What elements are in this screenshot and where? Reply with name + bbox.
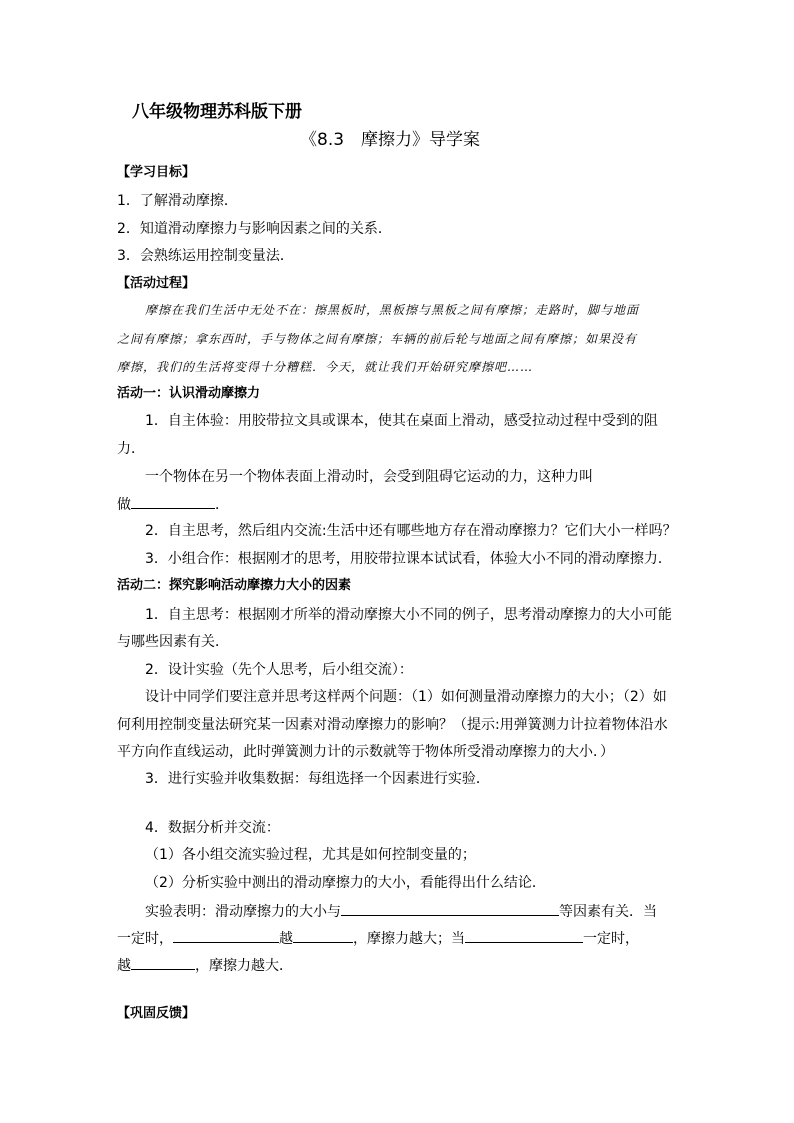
a2-design-line2: 何利用控制变量法研究某一因素对滑动摩擦力的影响？（提示:用弹簧测力计拉着物体沿水 — [117, 717, 668, 733]
book-title: 八年级物理苏科版下册 — [132, 102, 302, 122]
a2-design-line3: 平方向作直线运动，此时弹簧测力计的示数就等于物体所受滑动摩擦力的大小．） — [117, 744, 614, 760]
result-line3 — [117, 955, 293, 976]
result-text-e: ，摩擦力越大；当 — [353, 931, 465, 947]
a2-design-line1: 设计中同学们要注意并思考这样两个问题：（1）如何测量滑动摩擦力的大小；（2）如 — [145, 689, 667, 705]
a2-step1-line1: 1．自主思考：根据刚才所举的滑动摩擦大小不同的例子，思考滑动摩擦力的大小可能 — [145, 607, 672, 623]
lesson-title: 《8.3 摩擦力》导学案 — [300, 130, 481, 150]
result-text-b: 等因素有关．当 — [559, 904, 657, 920]
objective-item-3: 3．会熟练运用控制变量法． — [117, 248, 294, 264]
a2-step1-line2: 与哪些因素有关． — [117, 634, 229, 650]
result-text-g: 越 — [117, 958, 131, 974]
answer-blank-friction-term[interactable] — [131, 494, 215, 509]
intro-line-3: 摩擦，我们的生活将变得十分糟糕．今天，就让我们开始研究摩擦吧…… — [117, 360, 534, 374]
objective-item-2: 2．知道滑动摩擦力与影响因素之间的关系． — [117, 221, 392, 237]
a2-sub1: （1）各小组交流实验过程，尤其是如何控制变量的； — [145, 847, 476, 863]
result-line1 — [145, 901, 657, 922]
a2-step3: 3．进行实验并收集数据：每组选择一个因素进行实验． — [145, 771, 490, 787]
a1-definition-suffix: ． — [215, 497, 229, 513]
result-text-a: 实验表明：滑动摩擦力的大小与 — [145, 904, 341, 920]
a1-definition-line2 — [117, 494, 229, 515]
result-line2 — [117, 928, 639, 949]
intro-line-2: 之间有摩擦；拿东西时，手与物体之间有摩擦；车辆的前后轮与地面之间有摩擦；如果没有 — [117, 332, 638, 346]
a1-definition-line1: 一个物体在另一个物体表面上滑动时，会受到阻碍它运动的力，这种力叫 — [145, 469, 593, 485]
objective-item-1: 1．了解滑动摩擦． — [117, 193, 238, 209]
a2-step4: 4．数据分析并交流： — [145, 820, 280, 836]
feedback-heading: 【巩固反馈】 — [117, 1006, 196, 1021]
answer-blank-varied-1[interactable] — [293, 928, 353, 943]
answer-blank-fixed-1[interactable] — [173, 928, 279, 943]
a1-definition-prefix: 做 — [117, 497, 131, 513]
answer-blank-fixed-2[interactable] — [465, 928, 583, 943]
a2-sub2: （2）分析实验中测出的滑动摩擦力的大小，看能得出什么结论． — [145, 875, 546, 891]
a1-step1-line1: 1．自主体验：用胶带拉文具或课本，使其在桌面上滑动，感受拉动过程中受到的阻 — [145, 413, 658, 429]
answer-blank-factors[interactable] — [341, 901, 559, 916]
a1-step1-line2: 力． — [117, 441, 145, 457]
intro-line-1: 摩擦在我们生活中无处不在：擦黑板时，黑板擦与黑板之间有摩擦；走路时，脚与地面 — [145, 303, 640, 317]
result-text-h: ，摩擦力越大． — [195, 958, 293, 974]
a1-step3: 3．小组合作：根据刚才的思考，用胶带拉课本试试看，体验大小不同的滑动摩擦力． — [145, 551, 672, 567]
a2-step2: 2．设计实验（先个人思考，后小组交流）： — [145, 662, 413, 678]
process-heading: 【活动过程】 — [117, 276, 196, 291]
answer-blank-varied-2[interactable] — [131, 955, 195, 970]
result-text-f: 一定时， — [583, 931, 639, 947]
objectives-heading: 【学习目标】 — [117, 165, 196, 180]
result-text-d: 越 — [279, 931, 293, 947]
activity1-heading: 活动一：认识滑动摩擦力 — [117, 386, 261, 401]
activity2-heading: 活动二：探究影响活动摩擦力大小的因素 — [117, 578, 352, 593]
result-text-c: 一定时， — [117, 931, 173, 947]
a1-step2: 2．自主思考，然后组内交流:生活中还有哪些地方存在滑动摩擦力？它们大小一样吗？ — [145, 523, 677, 539]
